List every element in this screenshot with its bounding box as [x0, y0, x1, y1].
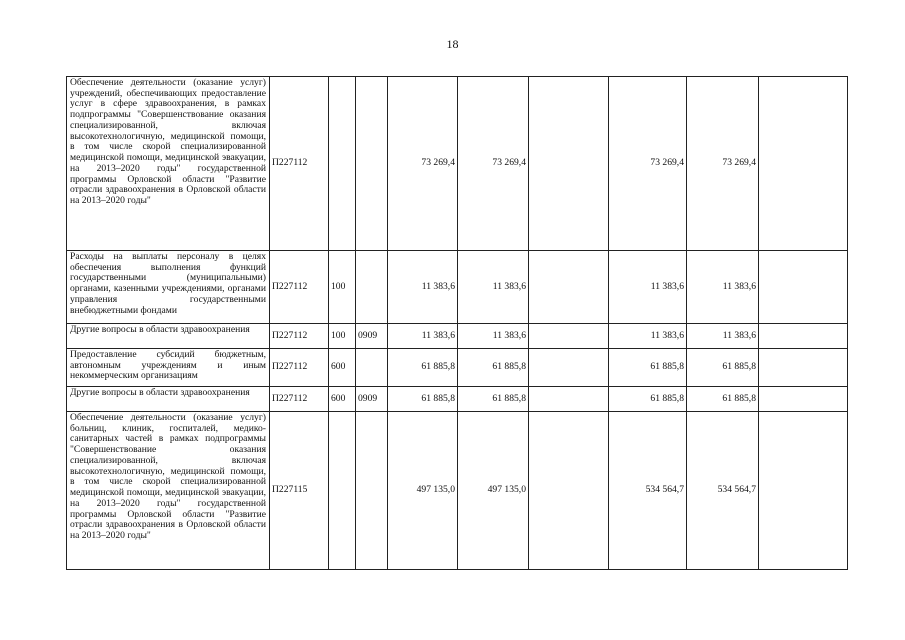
- amount-cell: 73 269,4: [609, 77, 687, 251]
- amount-cell: 497 135,0: [458, 412, 529, 570]
- amount-cell: 11 383,6: [609, 324, 687, 349]
- target-article-code: П227112: [270, 324, 329, 349]
- amount-cell: [759, 387, 848, 412]
- amount-cell: 11 383,6: [687, 324, 759, 349]
- amount-cell: 61 885,8: [458, 387, 529, 412]
- expense-type-code: 100: [329, 251, 356, 324]
- amount-cell: 61 885,8: [687, 387, 759, 412]
- table-row: [67, 324, 848, 349]
- table-row: [67, 77, 848, 251]
- row-description: Предоставление субсидий бюджетным, автономным учреждениям и иным некоммерческим организациям: [67, 349, 270, 387]
- amount-cell: [759, 251, 848, 324]
- amount-cell: 534 564,7: [609, 412, 687, 570]
- row-description: Обеспечение деятельности (оказание услуг) больниц, клиник, госпиталей, медико-санитарных частей в рамках подпрограммы "Совершенствование оказания специализированной, включая высокотехнологичную, медицинской помощи, в том числе скорой специализированной медицинской помощи, медицинской эвакуации, на 2013–2020 годы" государственной программы Орловской области "Развитие отрасли здравоохранения в Орловской области на 2013–2020 годы": [67, 412, 270, 570]
- section-code: [356, 349, 388, 387]
- table-row: [67, 349, 848, 387]
- table-row: [67, 387, 848, 412]
- amount-cell: [529, 412, 609, 570]
- amount-cell: [759, 324, 848, 349]
- amount-cell: 11 383,6: [458, 251, 529, 324]
- expense-type-code: [329, 412, 356, 570]
- expense-type-code: 600: [329, 387, 356, 412]
- table-row: [67, 251, 848, 324]
- target-article-code: П227112: [270, 349, 329, 387]
- section-code: [356, 251, 388, 324]
- section-code: 0909: [356, 387, 388, 412]
- section-code: 0909: [356, 324, 388, 349]
- target-article-code: П227112: [270, 77, 329, 251]
- section-code: [356, 412, 388, 570]
- target-article-code: П227112: [270, 387, 329, 412]
- amount-cell: [529, 77, 609, 251]
- amount-cell: 497 135,0: [388, 412, 458, 570]
- target-article-code: П227112: [270, 251, 329, 324]
- amount-cell: [529, 349, 609, 387]
- amount-cell: 11 383,6: [458, 324, 529, 349]
- amount-cell: 73 269,4: [687, 77, 759, 251]
- amount-cell: 73 269,4: [458, 77, 529, 251]
- row-description: Расходы на выплаты персоналу в целях обеспечения выполнения функций государственными (муниципальными) органами, казенными учреждениями, органами управления государственными внебюджетными фондами: [67, 251, 270, 324]
- page-number: 18: [446, 37, 459, 51]
- amount-cell: 61 885,8: [388, 349, 458, 387]
- amount-cell: 11 383,6: [609, 251, 687, 324]
- expense-type-code: 600: [329, 349, 356, 387]
- row-description: Другие вопросы в области здравоохранения: [67, 387, 270, 412]
- amount-cell: 11 383,6: [388, 324, 458, 349]
- amount-cell: 11 383,6: [687, 251, 759, 324]
- expense-type-code: [329, 77, 356, 251]
- amount-cell: [759, 349, 848, 387]
- target-article-code: П227115: [270, 412, 329, 570]
- amount-cell: 61 885,8: [609, 387, 687, 412]
- amount-cell: 11 383,6: [388, 251, 458, 324]
- expense-type-code: 100: [329, 324, 356, 349]
- amount-cell: [529, 251, 609, 324]
- amount-cell: [759, 77, 848, 251]
- amount-cell: [529, 387, 609, 412]
- row-description: Другие вопросы в области здравоохранения: [67, 324, 270, 349]
- budget-table: [66, 76, 848, 570]
- amount-cell: 61 885,8: [458, 349, 529, 387]
- table-row: [67, 412, 848, 570]
- amount-cell: 534 564,7: [687, 412, 759, 570]
- amount-cell: 73 269,4: [388, 77, 458, 251]
- amount-cell: 61 885,8: [388, 387, 458, 412]
- amount-cell: [759, 412, 848, 570]
- amount-cell: [529, 324, 609, 349]
- section-code: [356, 77, 388, 251]
- amount-cell: 61 885,8: [609, 349, 687, 387]
- row-description: Обеспечение деятельности (оказание услуг) учреждений, обеспечивающих предоставление услуг в сфере здравоохранения, в рамках подпрограммы "Совершенствование оказания специализированной, включая высокотехнологичную, медицинской помощи, в том числе скорой специализированной медицинской помощи, медицинской эвакуации, на 2013–2020 годы" государственной программы Орловской области "Развитие отрасли здравоохранения в Орловской области на 2013–2020 годы": [67, 77, 270, 251]
- amount-cell: 61 885,8: [687, 349, 759, 387]
